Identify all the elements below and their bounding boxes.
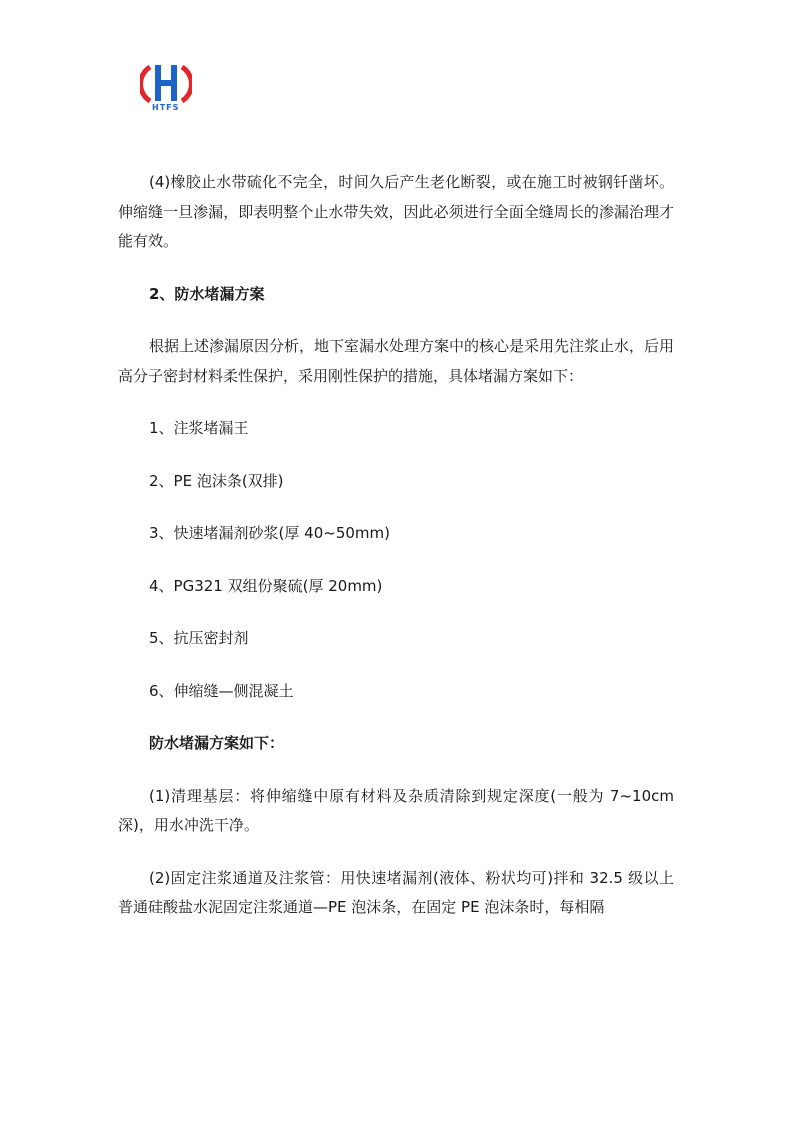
list-item-5: 5、抗压密封剂 [149, 629, 249, 647]
section-heading-steps: 防水堵漏方案如下： [149, 734, 285, 752]
paragraph-rubber-waterstop: (4)橡胶止水带硫化不完全，时间久后产生老化断裂，或在施工时被钢钎凿坏。 伸缩缝一旦渗漏，即表明整个止水带失效，因此必须进行全面全缝周长的渗漏治理才能有效。 [118, 173, 674, 250]
paragraph-step-1: (1)清理基层：将伸缩缝中原有材料及杂质清除到规定深度(一般为 7~10cm 深)，用水冲洗干净。 [118, 786, 674, 834]
section-heading-plan: 2、防水堵漏方案 [149, 284, 265, 303]
list-item-4: 4、PG321 双组份聚硫(厚 20mm) [149, 576, 383, 595]
list-item-3: 3、快速堵漏剂砂浆(厚 40~50mm) [149, 524, 390, 542]
logo-mark-icon [140, 63, 192, 105]
paragraph-analysis: 根据上述渗漏原因分析，地下室漏水处理方案中的核心是采用先注浆止水，后用高分子密封材料柔性保护，采用刚性保护的措施，具体堵漏方案如下： [118, 337, 675, 385]
paragraph-step-2: (2)固定注浆通道及注浆管：用快速堵漏剂(液体、粉状均可)拌和 32.5 级以上普通硅酸盐水泥固定注浆通道—PE 泡沫条，在固定 PE 泡沫条时，每相隔 [118, 868, 674, 916]
list-item-6: 6、伸缩缝—侧混凝土 [149, 681, 294, 700]
document-body [118, 168, 674, 923]
list-item-2: 2、PE 泡沫条(双排) [149, 471, 284, 490]
list-item-1: 1、注浆堵漏王 [149, 419, 249, 437]
logo-text: HTFS [152, 103, 180, 112]
